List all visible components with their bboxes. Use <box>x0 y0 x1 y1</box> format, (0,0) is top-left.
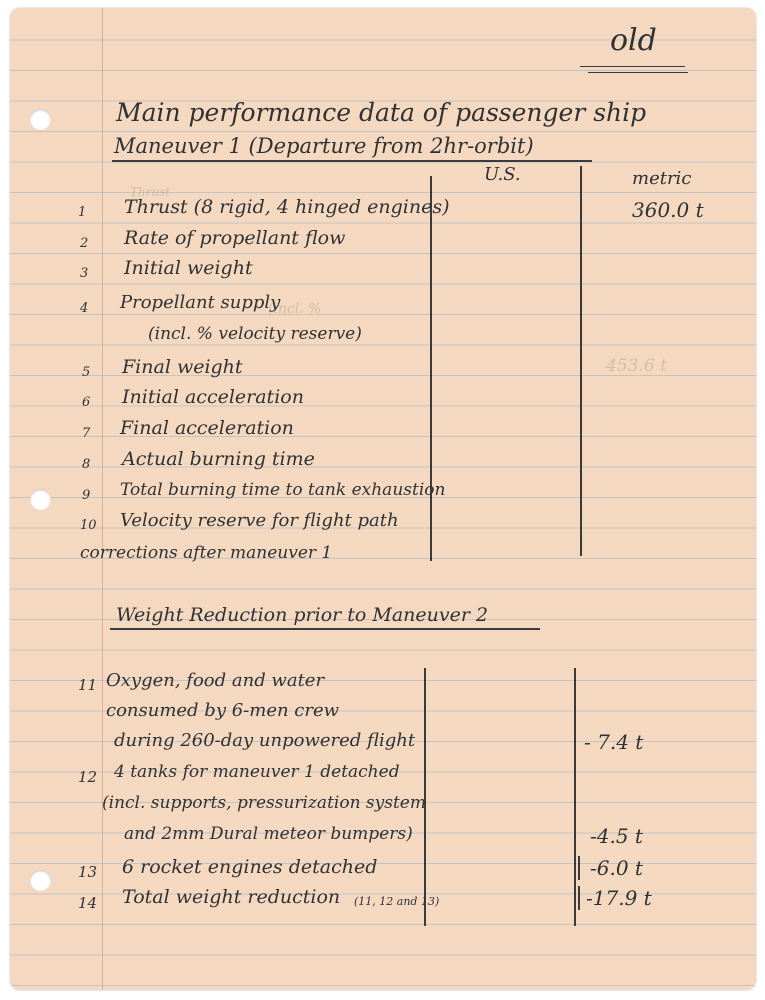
page-title: Main performance data of passenger ship <box>116 98 647 127</box>
item-label: corrections after maneuver 1 <box>80 543 333 563</box>
item-number: 1 <box>78 205 87 220</box>
item-number: 4 <box>80 301 89 316</box>
item-number: 11 <box>78 676 98 694</box>
notebook-page <box>10 8 756 990</box>
item-label: Rate of propellant flow <box>124 227 346 249</box>
item-label: (incl. % velocity reserve) <box>148 324 362 344</box>
old-tag-underline-2 <box>588 72 688 73</box>
metric-bracket <box>578 856 580 880</box>
item-metric: -4.5 t <box>590 824 643 848</box>
item-metric: - 7.4 t <box>584 730 644 754</box>
item-label: during 260-day unpowered flight <box>114 730 416 751</box>
margin-line <box>102 8 103 990</box>
item-number: 7 <box>82 426 91 441</box>
item-label: Velocity reserve for flight path <box>120 510 399 531</box>
item-label: Oxygen, food and water <box>106 670 325 691</box>
item-label: Actual burning time <box>122 448 315 470</box>
section2-heading: Weight Reduction prior to Maneuver 2 <box>116 604 489 626</box>
old-tag-underline-1 <box>580 66 685 67</box>
item-number: 12 <box>78 768 98 786</box>
item-label: Initial acceleration <box>122 386 304 408</box>
faint-weight: 453.6 t <box>606 356 667 376</box>
item-number: 13 <box>78 863 98 881</box>
column-divider-2 <box>580 166 582 556</box>
old-tag: old <box>610 23 657 58</box>
column-header-us: U.S. <box>484 164 521 185</box>
section1-heading-underline <box>112 160 592 162</box>
item-number: 3 <box>80 266 89 281</box>
item-label: Total weight reduction <box>122 886 341 908</box>
item-label: Initial weight <box>124 257 253 279</box>
item-number: 6 <box>82 395 91 410</box>
item-label: Propellant supply <box>120 292 281 313</box>
item-number: 10 <box>80 518 97 533</box>
item-number: 8 <box>82 457 91 472</box>
section2-heading-underline <box>110 628 540 630</box>
punch-hole-bottom <box>30 870 51 891</box>
item-label: Final weight <box>122 356 243 378</box>
faint-incl: (incl. % <box>268 301 322 317</box>
item-label: consumed by 6-men crew <box>106 700 340 721</box>
item-label: and 2mm Dural meteor bumpers) <box>124 824 413 844</box>
column-divider-4 <box>574 668 576 926</box>
column-divider-1 <box>430 176 432 561</box>
metric-bracket <box>578 886 580 910</box>
item-label: 6 rocket engines detached <box>122 856 378 878</box>
item-number: 2 <box>80 236 89 251</box>
column-header-metric: metric <box>632 168 692 189</box>
item-label: 4 tanks for maneuver 1 detached <box>114 762 400 782</box>
item-metric: -6.0 t <box>590 856 643 880</box>
faint-thrust: Thrust <box>130 185 171 199</box>
punch-hole-middle <box>30 489 51 510</box>
punch-hole-top <box>30 109 51 130</box>
total-note: (11, 12 and 13) <box>354 895 440 908</box>
item-label: Thrust (8 rigid, 4 hinged engines) <box>124 196 450 218</box>
item-number: 5 <box>82 365 91 380</box>
section1-heading: Maneuver 1 (Departure from 2hr-orbit) <box>114 134 534 158</box>
item-label: (incl. supports, pressurization system <box>102 793 426 813</box>
item-number: 14 <box>78 894 98 912</box>
item-label: Total burning time to tank exhaustion <box>120 480 446 500</box>
item-metric: -17.9 t <box>586 886 652 910</box>
item-metric: 360.0 t <box>632 198 704 222</box>
item-label: Final acceleration <box>120 417 294 439</box>
item-number: 9 <box>82 488 91 503</box>
